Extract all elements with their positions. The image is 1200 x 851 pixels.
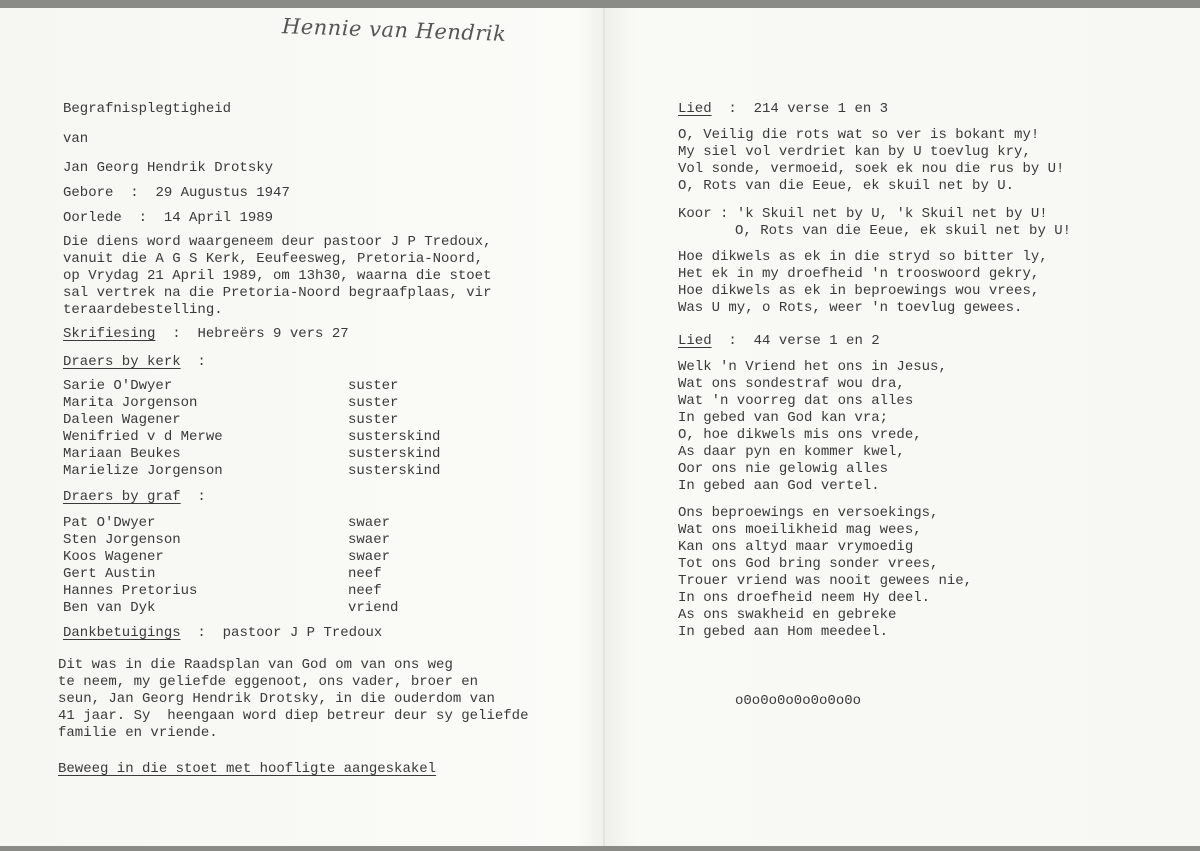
service-line: vanuit die A G S Kerk, Eeufeesweg, Pretoria-Noord, bbox=[63, 251, 484, 267]
scripture-ref: Hebreërs 9 vers 27 bbox=[197, 326, 349, 342]
funeral-program-sheet bbox=[0, 8, 1200, 846]
bearer-relation: neef bbox=[348, 566, 382, 582]
bearer-name: Sarie O'Dwyer bbox=[63, 378, 173, 394]
bearer-relation: suster bbox=[348, 378, 399, 394]
lyric-line: In gebed aan Hom meedeel. bbox=[678, 624, 889, 640]
song1-ref: 214 verse 1 en 3 bbox=[753, 101, 889, 117]
lyric-line: In gebed aan God vertel. bbox=[678, 478, 880, 494]
born-date: 29 Augustus 1947 bbox=[155, 185, 290, 201]
song1-label: Lied bbox=[678, 101, 712, 117]
message-line: 41 jaar. Sy heengaan word diep betreur deur sy geliefde bbox=[58, 708, 529, 724]
chorus-row: Koor : 'k Skuil net by U, 'k Skuil net by U! bbox=[678, 206, 1048, 222]
bearer-name: Koos Wagener bbox=[63, 549, 164, 565]
message-line: familie en vriende. bbox=[58, 725, 218, 741]
bearers-church-heading: Draers by kerk : bbox=[63, 354, 206, 370]
bearer-name: Pat O'Dwyer bbox=[63, 515, 156, 531]
lyric-line: Wat ons sondestraf wou dra, bbox=[678, 376, 905, 392]
bearer-relation: neef bbox=[348, 583, 382, 599]
died-row: Oorlede : 14 April 1989 bbox=[63, 210, 274, 226]
song2-ref: 44 verse 1 en 2 bbox=[753, 333, 880, 349]
lyric-line: As ons swakheid en gebreke bbox=[678, 607, 897, 623]
lyric-line: Hoe dikwels as ek in beproewings wou vrees, bbox=[678, 283, 1040, 299]
song2-label: Lied bbox=[678, 333, 712, 349]
center-fold bbox=[603, 8, 605, 846]
end-mark: o0o0o0o0o0o0o0o bbox=[735, 693, 862, 709]
lyric-line: Vol sonde, vermoeid, soek ek nou die rus by U! bbox=[678, 161, 1065, 177]
song2-heading: Lied : 44 verse 1 en 2 bbox=[678, 333, 880, 349]
bearers-church-label: Draers by kerk bbox=[63, 354, 181, 370]
service-line: teraardebestelling. bbox=[63, 302, 223, 318]
thanks-value: pastoor J P Tredoux bbox=[222, 625, 383, 641]
bearer-name: Ben van Dyk bbox=[63, 600, 156, 616]
service-line: op Vrydag 21 April 1989, om 13h30, waarna die stoet bbox=[63, 268, 492, 284]
lyric-line: In ons droefheid neem Hy deel. bbox=[678, 590, 931, 606]
bearer-name: Wenifried v d Merwe bbox=[63, 429, 223, 445]
bearer-name: Gert Austin bbox=[63, 566, 156, 582]
bearer-name: Sten Jorgenson bbox=[63, 532, 181, 548]
service-line: sal vertrek na die Pretoria-Noord begraafplaas, vir bbox=[63, 285, 492, 301]
deceased-name: Jan Georg Hendrik Drotsky bbox=[63, 160, 274, 176]
bearer-relation: swaer bbox=[348, 515, 391, 531]
service-line: Die diens word waargeneem deur pastoor J P Tredoux, bbox=[63, 234, 492, 250]
lyric-line: Welk 'n Vriend het ons in Jesus, bbox=[678, 359, 947, 375]
lyric-line: My siel vol verdriet kan by U toevlug kry, bbox=[678, 144, 1031, 160]
lyric-line: O, Veilig die rots wat so ver is bokant my! bbox=[678, 127, 1040, 143]
thanks-row: Dankbetuigings : pastoor J P Tredoux bbox=[63, 625, 383, 641]
bearer-relation: susterskind bbox=[348, 463, 441, 479]
lyric-line: Ons beproewings en versoekings, bbox=[678, 505, 939, 521]
lyric-line: Hoe dikwels as ek in die stryd so bitter ly, bbox=[678, 249, 1048, 265]
song1-heading: Lied : 214 verse 1 en 3 bbox=[678, 101, 889, 117]
lyric-line: Het ek in my droefheid 'n trooswoord gekry, bbox=[678, 266, 1040, 282]
born-label: Gebore bbox=[63, 185, 114, 201]
scripture-label: Skrifiesing bbox=[63, 326, 156, 342]
bearer-relation: susterskind bbox=[348, 429, 441, 445]
thanks-label: Dankbetuigings bbox=[63, 625, 181, 641]
bearer-name: Marita Jorgenson bbox=[63, 395, 198, 411]
born-row: Gebore : 29 Augustus 1947 bbox=[63, 185, 290, 201]
lyric-line: Trouer vriend was nooit gewees nie, bbox=[678, 573, 973, 589]
lyric-line: Kan ons altyd maar vrymoedig bbox=[678, 539, 914, 555]
lyric-line: O, hoe dikwels mis ons vrede, bbox=[678, 427, 922, 443]
bearer-relation: vriend bbox=[348, 600, 399, 616]
lyric-line: In gebed van God kan vra; bbox=[678, 410, 889, 426]
bearer-name: Marielize Jorgenson bbox=[63, 463, 223, 479]
lyric-line: O, Rots van die Eeue, ek skuil net by U. bbox=[678, 178, 1015, 194]
bearer-relation: swaer bbox=[348, 549, 391, 565]
chorus-line: 'k Skuil net by U, 'k Skuil net by U! bbox=[736, 206, 1048, 222]
bearer-relation: swaer bbox=[348, 532, 391, 548]
lyric-line: Was U my, o Rots, weer 'n toevlug gewees. bbox=[678, 300, 1023, 316]
lyric-line: As daar pyn en kommer kwel, bbox=[678, 444, 905, 460]
message-line: seun, Jan Georg Hendrik Drotsky, in die ouderdom van bbox=[58, 691, 495, 707]
lyric-line: Wat 'n voorreg dat ons alles bbox=[678, 393, 914, 409]
bearer-name: Daleen Wagener bbox=[63, 412, 181, 428]
message-line: Dit was in die Raadsplan van God om van ons weg bbox=[58, 657, 453, 673]
died-label: Oorlede bbox=[63, 210, 122, 226]
bearers-grave-label: Draers by graf bbox=[63, 489, 181, 505]
lyric-line: Tot ons God bring sonder vrees, bbox=[678, 556, 939, 572]
died-date: 14 April 1989 bbox=[163, 210, 274, 226]
closing-note: Beweeg in die stoet met hoofligte aangeskakel bbox=[58, 761, 437, 777]
lyric-line: Wat ons moeilikheid mag wees, bbox=[678, 522, 922, 538]
chorus-line: O, Rots van die Eeue, ek skuil net by U! bbox=[735, 223, 1072, 239]
program-title: Begrafnisplegtigheid bbox=[63, 101, 232, 117]
bearer-relation: suster bbox=[348, 395, 399, 411]
bearer-relation: suster bbox=[348, 412, 399, 428]
bearer-name: Mariaan Beukes bbox=[63, 446, 181, 462]
lyric-line: Oor ons nie gelowig alles bbox=[678, 461, 889, 477]
bearers-grave-heading: Draers by graf : bbox=[63, 489, 206, 505]
scripture-row: Skrifiesing : Hebreërs 9 vers 27 bbox=[63, 326, 349, 342]
bearer-name: Hannes Pretorius bbox=[63, 583, 198, 599]
handwritten-note: Hennie van Hendrik bbox=[281, 14, 507, 46]
bearer-relation: susterskind bbox=[348, 446, 441, 462]
van-label: van bbox=[63, 131, 89, 147]
message-line: te neem, my geliefde eggenoot, ons vader, broer en bbox=[58, 674, 479, 690]
chorus-label: Koor bbox=[678, 206, 712, 222]
